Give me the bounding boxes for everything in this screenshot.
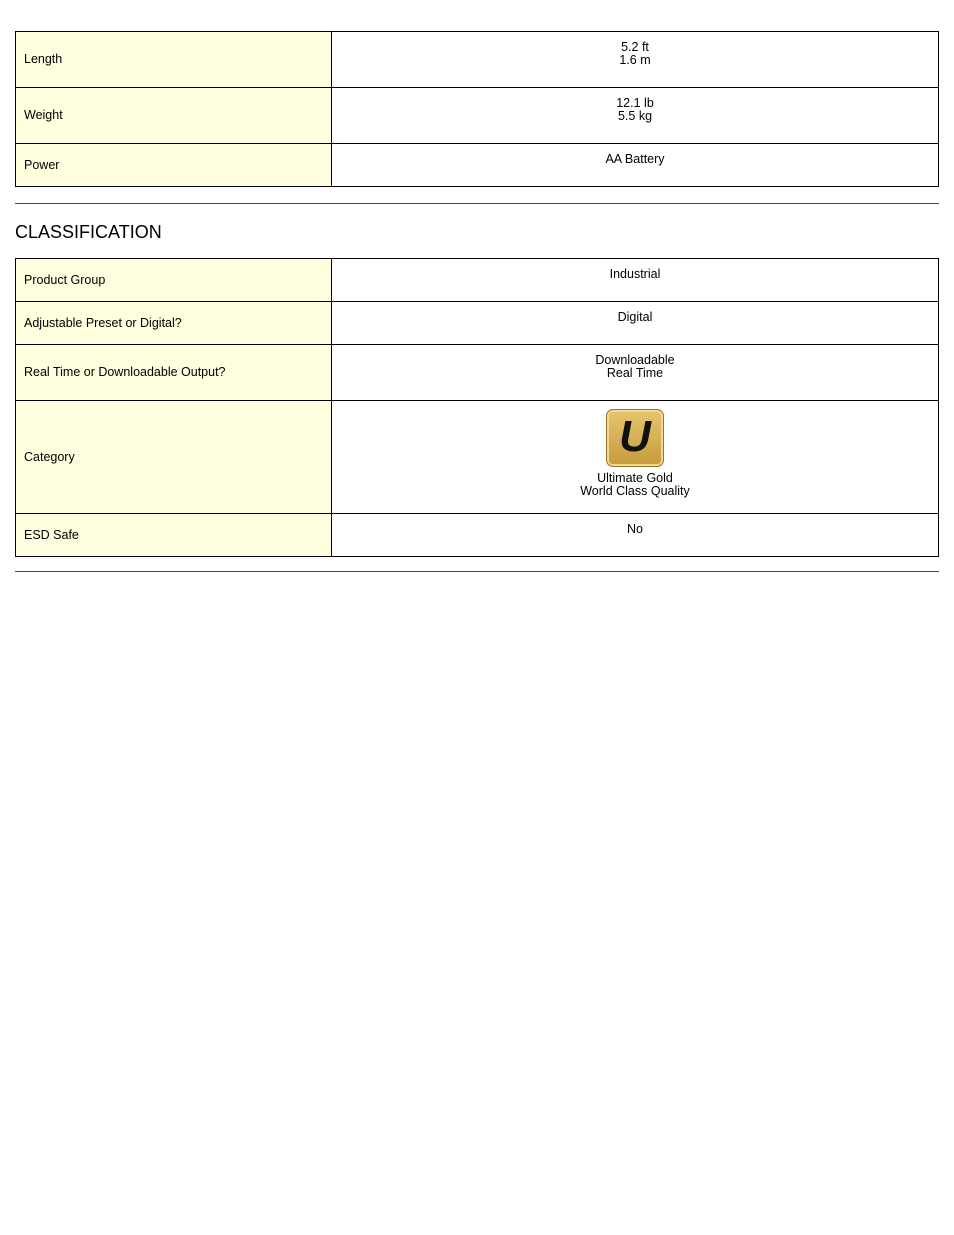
value-line: 1.6 m [619, 53, 651, 67]
row-label: Weight [16, 88, 332, 144]
value-line: Real Time [606, 366, 664, 380]
table-row [16, 345, 939, 401]
value-line: 5.2 ft [621, 40, 649, 54]
row-label: ESD Safe [16, 514, 332, 557]
table-row [16, 302, 939, 345]
badge-letter: U [619, 412, 651, 461]
row-label: Product Group [16, 259, 332, 302]
row-value [332, 514, 939, 557]
value-line: Ultimate Gold [597, 471, 673, 485]
table-row [16, 514, 939, 557]
row-value [332, 302, 939, 345]
table-row [16, 32, 939, 88]
row-value [332, 259, 939, 302]
table-row [16, 144, 939, 187]
row-label: Category [16, 401, 332, 514]
table-row [16, 401, 939, 514]
row-value [332, 144, 939, 187]
row-label: Power [16, 144, 332, 187]
section-divider [15, 571, 939, 572]
section-title: CLASSIFICATION [15, 222, 162, 242]
value-line: Industrial [609, 267, 661, 281]
table-row [16, 259, 939, 302]
row-label: Adjustable Preset or Digital? [16, 302, 332, 345]
value-line: World Class Quality [580, 484, 690, 498]
row-label: Real Time or Downloadable Output? [16, 345, 332, 401]
row-label: Length [16, 32, 332, 88]
value-line: No [627, 522, 643, 536]
value-line: Downloadable [595, 353, 675, 367]
row-value [332, 345, 939, 401]
table-row [16, 88, 939, 144]
row-value [332, 88, 939, 144]
spec-sheet-page [15, 31, 939, 572]
value-line: 5.5 kg [617, 109, 653, 123]
classification-table [15, 258, 939, 557]
ultimate-gold-badge-icon [606, 409, 664, 467]
value-line: Digital [617, 310, 653, 324]
dimensions-table [15, 31, 939, 187]
value-line: AA Battery [605, 152, 665, 166]
row-value [332, 401, 939, 514]
row-value [332, 32, 939, 88]
value-line: 12.1 lb [616, 96, 654, 110]
